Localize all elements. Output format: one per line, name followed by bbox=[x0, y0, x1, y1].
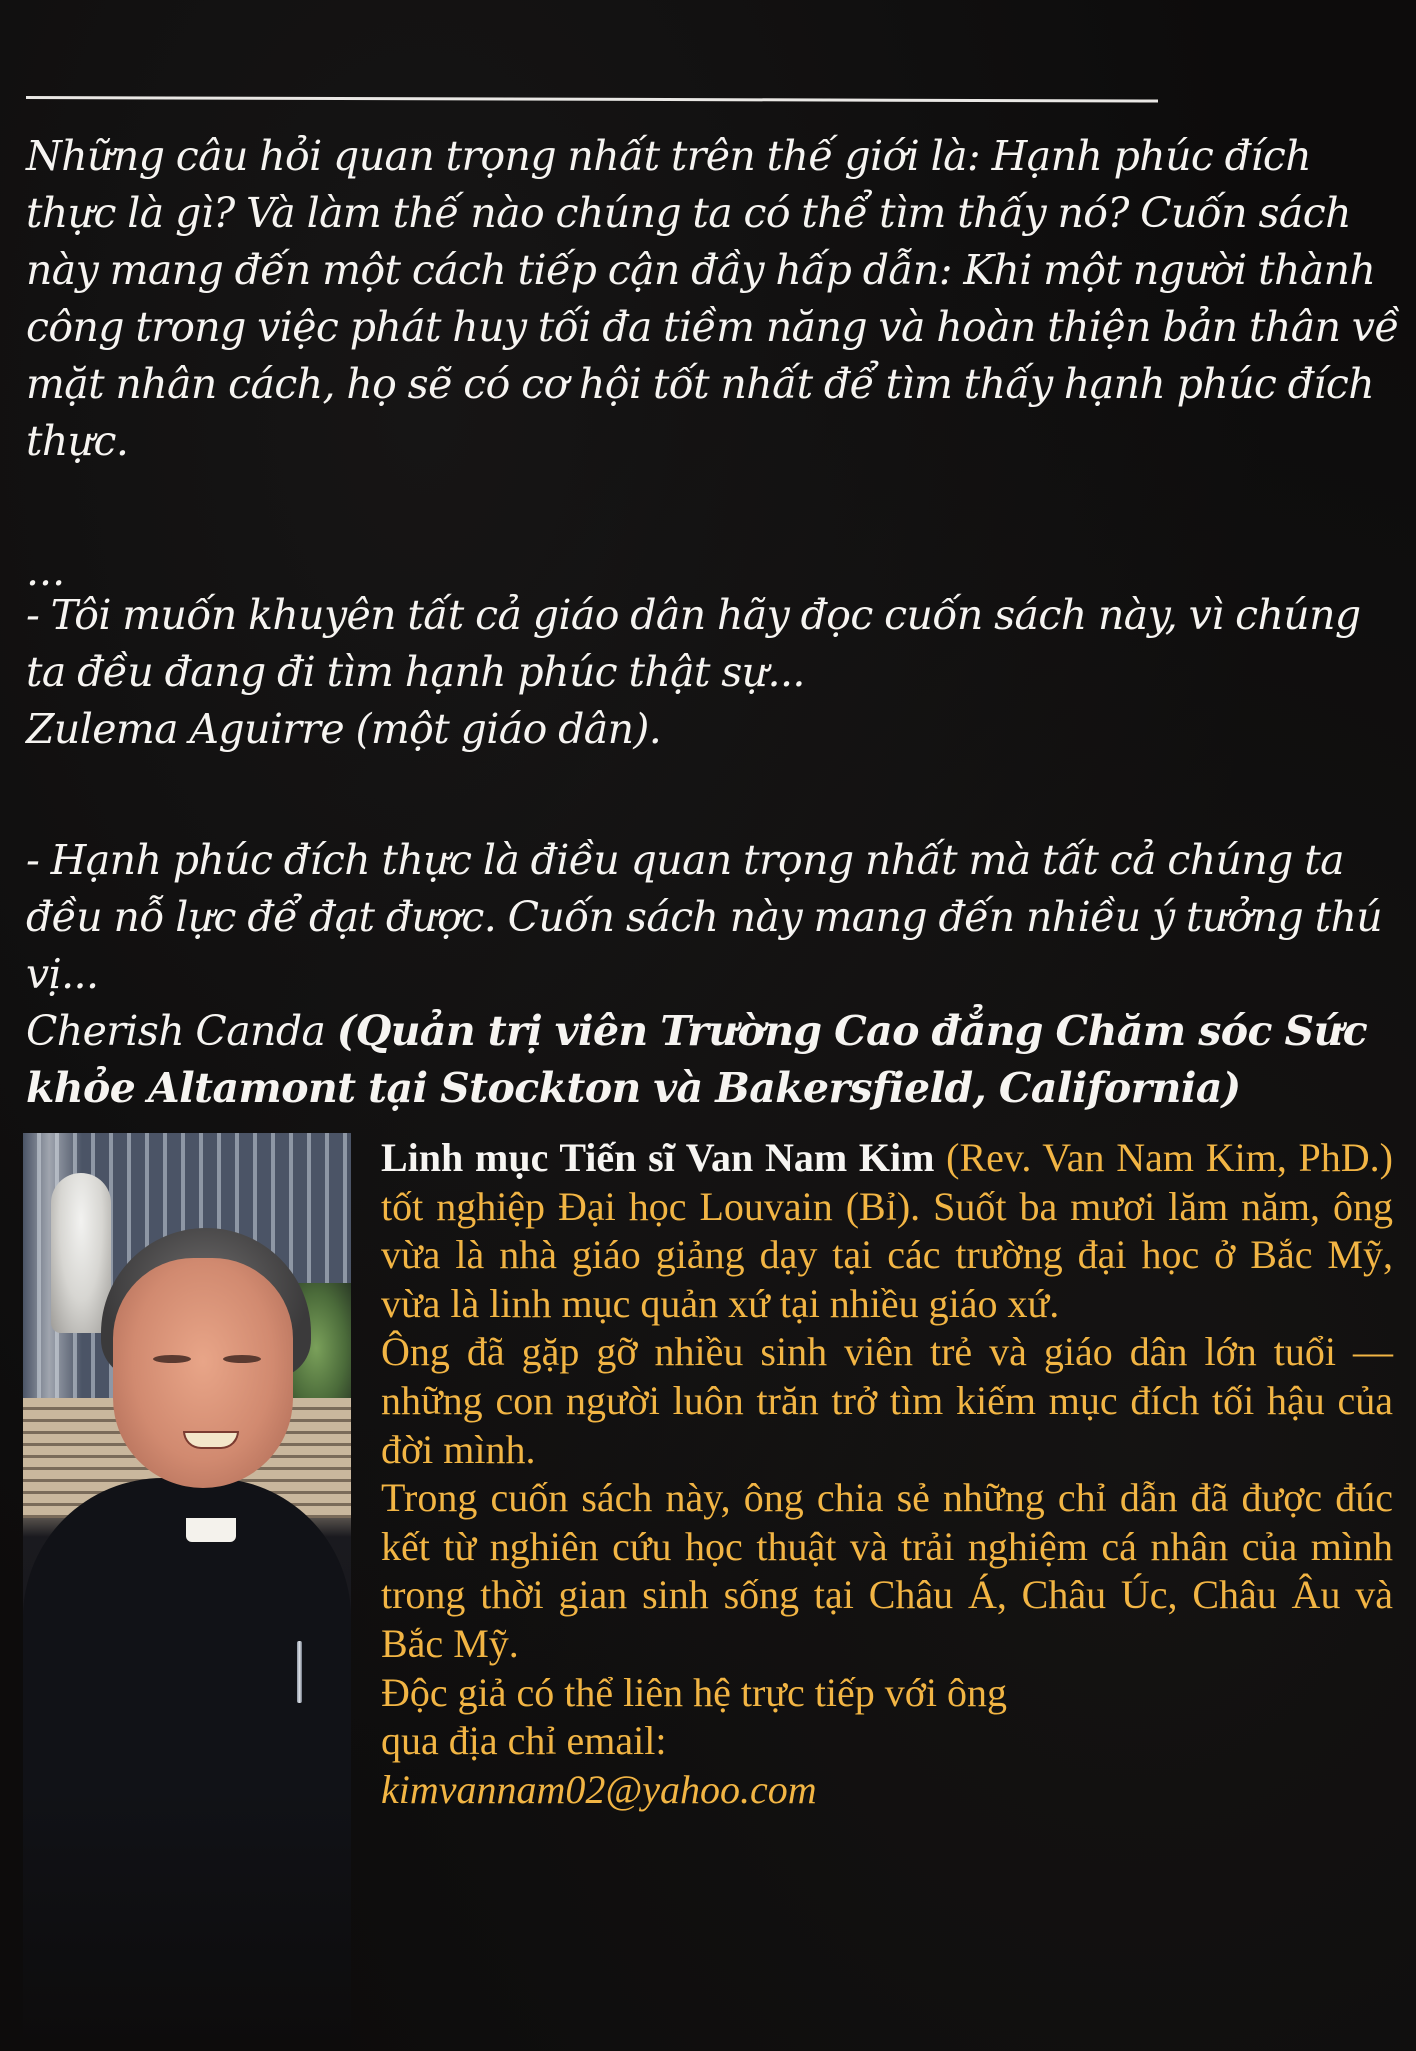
face bbox=[113, 1258, 293, 1488]
testimonial-1 bbox=[26, 587, 1406, 758]
testimonial-attribution bbox=[26, 1003, 1406, 1117]
author-email-link[interactable]: kimvannam02@yahoo.com bbox=[381, 1766, 817, 1812]
testimonial-author: Zulema Aguirre bbox=[26, 705, 345, 753]
photo-bottom-fade bbox=[23, 1791, 351, 2051]
right-eye bbox=[223, 1355, 261, 1363]
ellipsis: ... bbox=[26, 547, 66, 595]
bio-paragraph-3: Trong cuốn sách này, ông chia sẻ những chỉ dẫn đã được đúc kết từ nghiên cứu học thuật và trải nghiệm cá nhân của mình trong thời gian sinh sống tại Châu Á, Châu Úc, Châu Âu và Bắc Mỹ. bbox=[381, 1475, 1393, 1666]
bio-paragraph-1 bbox=[381, 1134, 1393, 1328]
statue-figure bbox=[51, 1173, 111, 1333]
intro-paragraph: Những câu hỏi quan trọng nhất trên thế giới là: Hạnh phúc đích thực là gì? Và làm thế nào chúng ta có thể tìm thấy nó? Cuốn sách này mang đến một cách tiếp cận đầy hấp dẫn: Khi một người thành công trong việc phát huy tối đa tiềm năng và hoàn thiện bản thân về mặt nhân cách, họ sẽ có cơ hội tốt nhất để tìm thấy hạnh phúc đích thực. bbox=[26, 132, 1399, 465]
testimonial-quote: - Hạnh phúc đích thực là điều quan trọng nhất mà tất cả chúng ta đều nỗ lực để đạt được. Cuốn sách này mang đến nhiều ý tưởng thú vị... bbox=[26, 836, 1383, 998]
top-divider-line bbox=[26, 96, 1158, 103]
testimonial-role: (một giáo dân). bbox=[355, 705, 662, 753]
intro-section bbox=[26, 128, 1406, 470]
bio-intro-text: (Rev. Van Nam Kim, PhD.) tốt nghiệp Đại học Louvain (Bỉ). Suốt ba mươi lăm năm, ông vừa là nhà giáo giảng dạy tại các trường đại học ở Bắc Mỹ, vừa là linh mục quản xứ tại nhiều giáo xứ. bbox=[381, 1135, 1393, 1326]
author-name: Linh mục Tiến sĩ Van Nam Kim bbox=[381, 1135, 935, 1180]
author-bio bbox=[381, 1134, 1393, 1814]
left-eye bbox=[153, 1355, 191, 1363]
testimonial-author: Cherish Canda bbox=[26, 1007, 326, 1055]
author-photo bbox=[23, 1133, 351, 2051]
pocket-pen bbox=[297, 1641, 302, 1703]
bio-contact-line-2: qua địa chỉ email: bbox=[381, 1718, 667, 1764]
bio-paragraph-2: Ông đã gặp gỡ nhiều sinh viên trẻ và giáo dân lớn tuổi — những con người luôn trăn trở tìm kiếm mục đích tối hậu của đời mình. bbox=[381, 1329, 1393, 1472]
clerical-collar bbox=[186, 1518, 236, 1542]
testimonial-quote: - Tôi muốn khuyên tất cả giáo dân hãy đọc cuốn sách này, vì chúng ta đều đang đi tìm hạnh phúc thật sự... bbox=[26, 591, 1361, 696]
bio-contact-line-1: Độc giả có thể liên hệ trực tiếp với ông bbox=[381, 1669, 1007, 1715]
testimonial-attribution bbox=[26, 701, 1406, 758]
testimonial-2 bbox=[26, 832, 1406, 1117]
testimonial-role: (Quản trị viên Trường Cao đẳng Chăm sóc Sức khỏe Altamont tại Stockton và Bakersfield, California) bbox=[26, 1007, 1368, 1112]
